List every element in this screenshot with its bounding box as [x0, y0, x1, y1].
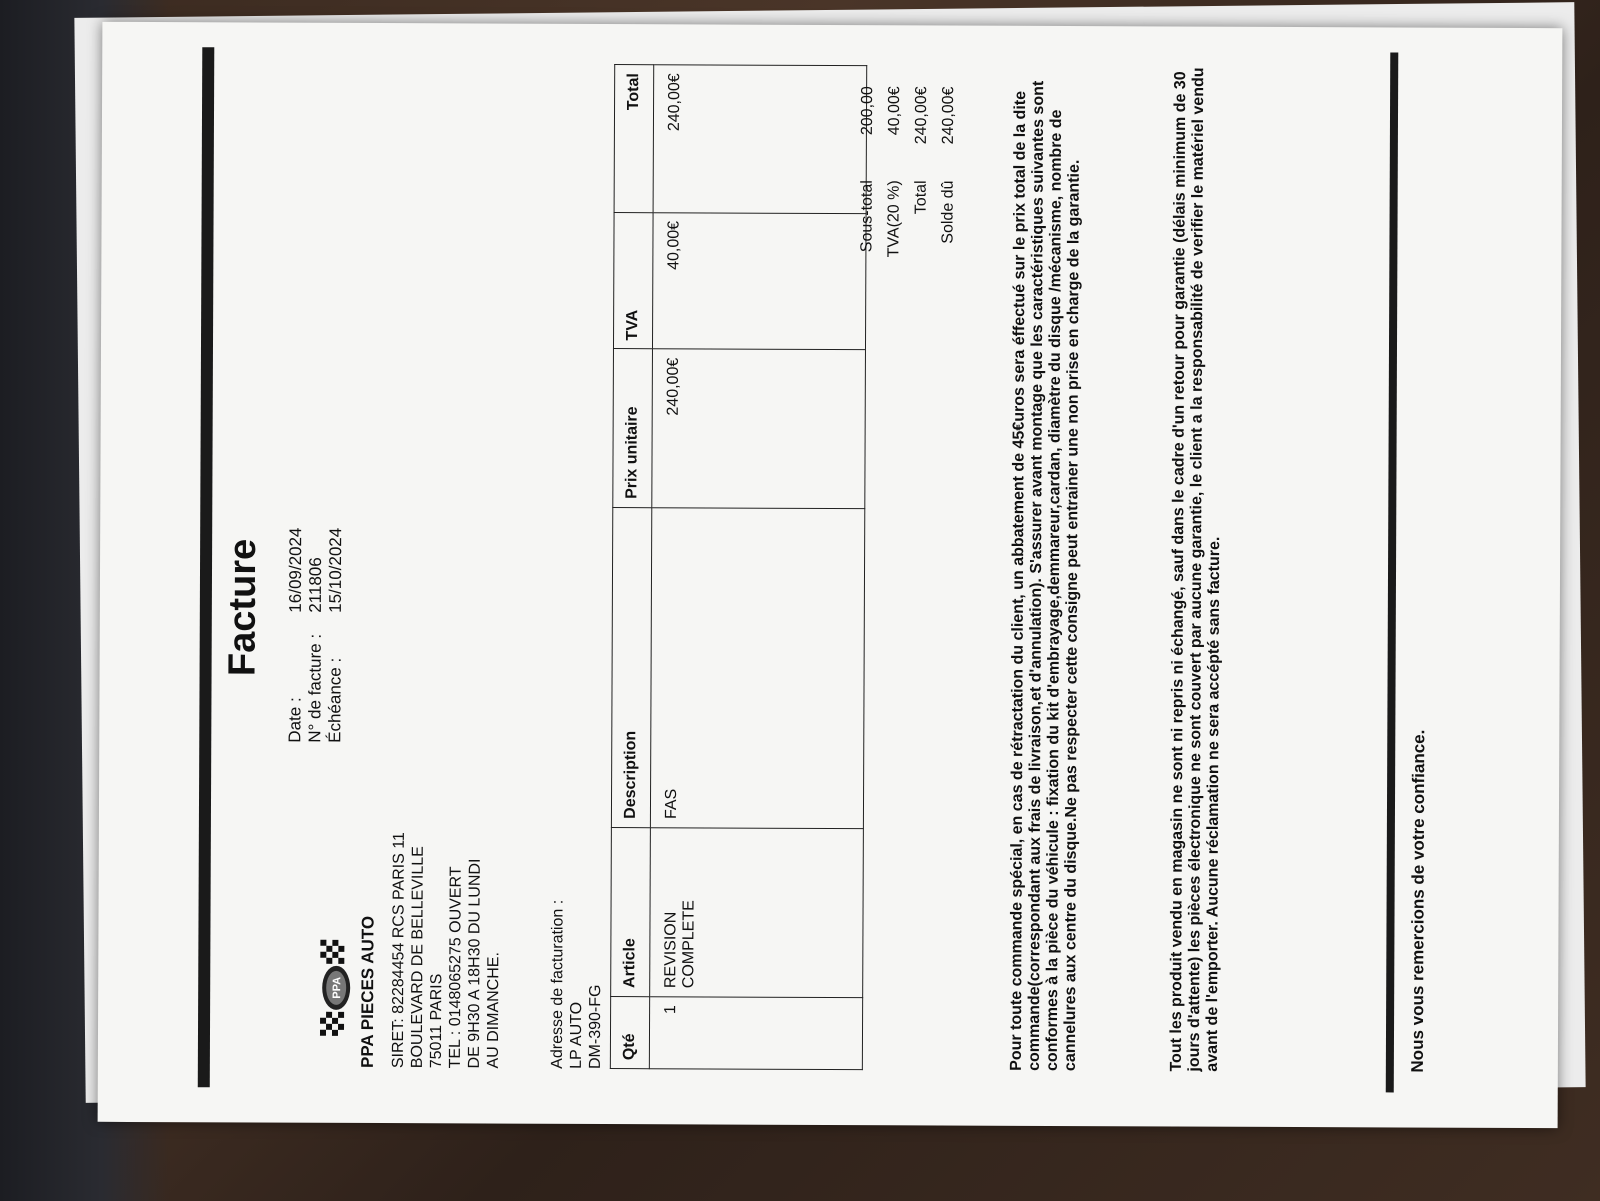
balance-due-label: Solde dû	[939, 180, 957, 244]
billing-label: Adresse de facturation :	[548, 899, 567, 1069]
table-header-row	[610, 65, 653, 1069]
header-total: Total	[614, 65, 654, 213]
invoice-number-row	[305, 528, 326, 743]
total-label: Total	[912, 180, 930, 215]
cell-total: 240,00€	[653, 65, 867, 214]
subtotal-label: Sous-total	[858, 180, 876, 253]
company-hours-1: DE 9H30 A 18H30 DU LUNDI	[465, 858, 484, 1069]
tva-label: TVA(20 %)	[885, 180, 903, 258]
date-row	[285, 528, 306, 743]
balance-due-value: 240,00€	[939, 86, 958, 145]
header-description: Description	[611, 507, 651, 827]
due-date-row	[325, 528, 346, 743]
svg-text:PPA: PPA	[331, 976, 344, 999]
header-qty: Qté	[610, 996, 649, 1068]
invoice-document	[178, 37, 1483, 1113]
due-date-value: 15/10/2024	[325, 527, 346, 613]
invoice-title: Facture	[221, 538, 265, 677]
invoice-number-label: N° de facture :	[305, 633, 325, 743]
thanks-text: Nous vous remercions de votre confiance.	[1407, 729, 1429, 1073]
company-name: PPA PIECES AUTO	[357, 915, 378, 1069]
invoice-paper	[98, 22, 1563, 1128]
company-city: 75011 PARIS	[427, 973, 446, 1069]
company-phone: TEL : 0148065275 OUVERT	[446, 866, 465, 1069]
header-unit-price: Prix unitaire	[613, 349, 653, 508]
terms-paragraph-1: Pour toute commande spécial, en cas de rétractation du client, un abbatement de 45€uros sera éffectué sur le prix total de la dite commande(correspondant aux frais de livraison,et d'annulation). S'assurer avant montage que les caractéristiques suivantes sont conformes à la pièce du véhicule : fixation du kit d'embrayage,demmareur,cardan, diamètre du disque /mécanisme, nombre de cannelures aux centre du disque.Ne pas respecter cette consigne peut entrainer une non prise en charge de la garantie.	[1007, 80, 1083, 1072]
cell-qty: 1	[649, 997, 862, 1070]
billing-name: LP AUTO	[567, 1001, 586, 1069]
total-row	[911, 86, 931, 310]
cell-unit-price: 240,00€	[652, 349, 866, 508]
cell-tva: 40,00€	[652, 212, 866, 350]
header-bar	[198, 47, 215, 1087]
subtotal-value: 200,00	[858, 86, 877, 136]
totals-block	[857, 86, 966, 310]
tva-row	[884, 86, 904, 310]
balance-due-row	[938, 86, 958, 310]
footer-bar	[1386, 52, 1399, 1092]
invoice-meta	[285, 528, 346, 743]
total-value: 240,00€	[912, 86, 931, 145]
header-article: Article	[611, 827, 651, 996]
due-date-label: Échéance :	[325, 657, 345, 743]
subtotal-row	[857, 86, 877, 310]
cell-description: FAS	[650, 507, 864, 828]
billing-address	[548, 900, 606, 1069]
billing-ref: DM-390-FG	[586, 984, 605, 1070]
table-row	[649, 65, 866, 1070]
company-siret: SIRET: 82284454 RCS PARIS 11	[389, 832, 408, 1069]
header-tva: TVA	[613, 212, 653, 349]
date-label: Date :	[285, 697, 305, 743]
date-value: 16/09/2024	[285, 527, 306, 613]
items-table	[610, 64, 867, 1070]
company-hours-2: AU DIMANCHE.	[484, 952, 503, 1069]
invoice-number-value: 211806	[305, 557, 326, 613]
company-info	[358, 832, 504, 1069]
cell-article: REVISION COMPLETE	[650, 827, 864, 997]
terms-paragraph-2: Tout les produit vendu en magasin ne sont ni repris ni échangé, sauf dans le cadre d'un retour pour garantie (délais minimum de 30 jours d'attente) les pièces électronique ne sont couvert par aucune garantie, le client a la responsabilité de verifier le matériel vendu avant de l'emporter. Aucune réclamation ne sera accépté sans facture.	[1167, 67, 1224, 1072]
tva-value: 40,00€	[885, 86, 904, 136]
company-street: BOULEVARD DE BELLEVILLE	[408, 846, 427, 1069]
